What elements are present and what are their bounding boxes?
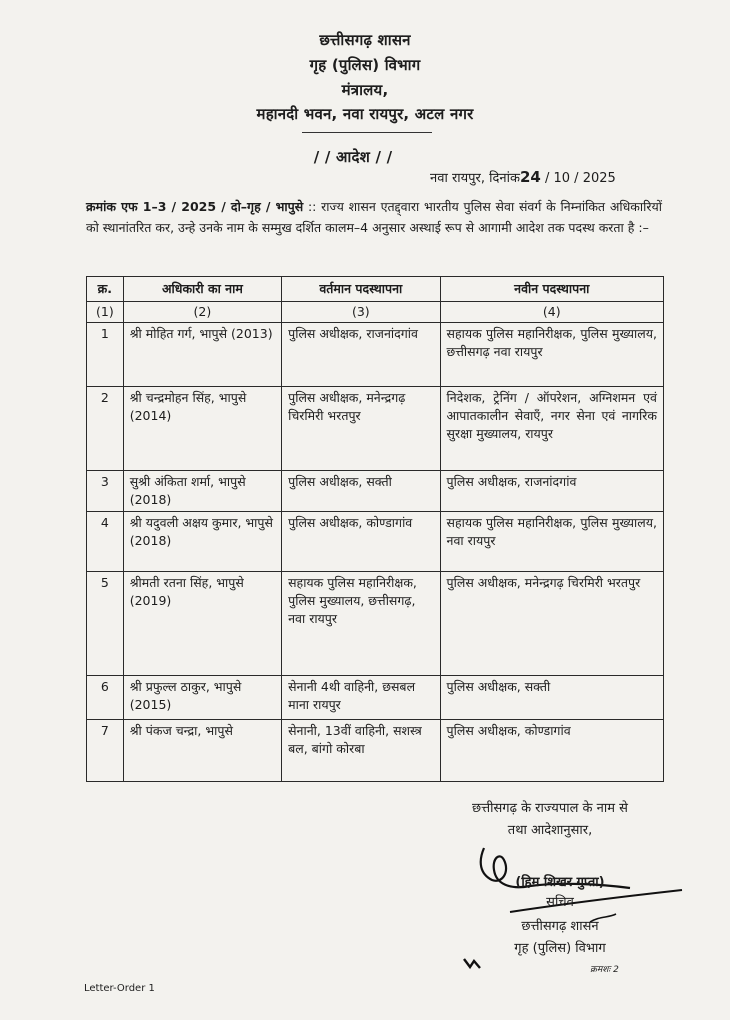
row-current-posting: सेनानी, 13वीं वाहिनी, सशस्त्र बल, बांगो कोरबा xyxy=(282,720,440,782)
table-row xyxy=(87,512,664,572)
row-new-posting: पुलिस अधीक्षक, मनेन्द्रगढ़ चिरमिरी भरतपुर xyxy=(440,572,663,676)
col-num-1: (1) xyxy=(87,302,124,323)
row-current-posting: सहायक पुलिस महानिरीक्षक, पुलिस मुख्यालय, छत्तीसगढ़, नवा रायपुर xyxy=(282,572,440,676)
col-num-4: (4) xyxy=(440,302,663,323)
row-current-posting: पुलिस अधीक्षक, कोण्डागांव xyxy=(282,512,440,572)
date-day: 24 xyxy=(519,168,541,186)
row-officer-name: श्रीमती रतना सिंह, भापुसे (2019) xyxy=(123,572,281,676)
row-current-posting: पुलिस अधीक्षक, मनेन्द्रगढ़ चिरमिरी भरतपुर xyxy=(282,387,440,471)
table-row xyxy=(87,676,664,720)
order-title: / / आदेश / / xyxy=(313,148,393,166)
column-number-row xyxy=(87,302,664,323)
header-current-posting: वर्तमान पदस्थापना xyxy=(282,277,440,302)
header-govt: छत्तीसगढ़ शासन xyxy=(319,31,411,49)
table-row xyxy=(87,720,664,782)
row-serial: 5 xyxy=(87,572,124,676)
table-row xyxy=(87,572,664,676)
date-place: नवा रायपुर, xyxy=(430,171,485,186)
date-line xyxy=(430,168,616,186)
page-continuation: क्रमशः 2 xyxy=(590,965,619,975)
signatory-dept-line-2: गृह (पुलिस) विभाग xyxy=(514,941,606,956)
row-new-posting: पुलिस अधीक्षक, कोण्डागांव xyxy=(440,720,663,782)
row-current-posting: पुलिस अधीक्षक, सक्ती xyxy=(282,471,440,512)
table-row xyxy=(87,387,664,471)
table-row xyxy=(87,323,664,387)
header-serial: क्र. xyxy=(87,277,124,302)
date-label: दिनांक xyxy=(489,171,520,186)
row-serial: 6 xyxy=(87,676,124,720)
signatory-dept-line-1: छत्तीसगढ़ शासन xyxy=(521,919,599,934)
row-officer-name: श्री प्रफुल्ल ठाकुर, भापुसे (2015) xyxy=(123,676,281,720)
header-officer-name: अधिकारी का नाम xyxy=(123,277,281,302)
row-serial: 2 xyxy=(87,387,124,471)
row-officer-name: श्री पंकज चन्द्रा, भापुसे xyxy=(123,720,281,782)
closing-line-2: तथा आदेशानुसार, xyxy=(507,823,593,838)
header-address: महानदी भवन, नवा रायपुर, अटल नगर xyxy=(256,105,474,123)
order-intro xyxy=(86,196,662,238)
row-new-posting: सहायक पुलिस महानिरीक्षक, पुलिस मुख्यालय, नवा रायपुर xyxy=(440,512,663,572)
row-new-posting: निदेशक, ट्रेनिंग / ऑपरेशन, अग्निशमन एवं आपातकालीन सेवाएँ, नगर सेना एवं नागरिक सुरक्षा मुख्यालय, रायपुर xyxy=(440,387,663,471)
signatory-name: (हिम शिखर गुप्ता) xyxy=(515,875,605,890)
header-ministry: मंत्रालय, xyxy=(341,81,389,99)
row-new-posting: सहायक पुलिस महानिरीक्षक, पुलिस मुख्यालय, छत्तीसगढ़ नवा रायपुर xyxy=(440,323,663,387)
posting-table xyxy=(86,276,664,782)
row-serial: 4 xyxy=(87,512,124,572)
row-serial: 7 xyxy=(87,720,124,782)
table-row xyxy=(87,471,664,512)
date-month-year: / 10 / 2025 xyxy=(545,171,616,186)
row-officer-name: श्री चन्द्रमोहन सिंह, भापुसे (2014) xyxy=(123,387,281,471)
row-current-posting: पुलिस अधीक्षक, राजनांदगांव xyxy=(282,323,440,387)
header-divider xyxy=(302,132,432,133)
intro-text: :: राज्य शासन एतद्द्वारा भारतीय पुलिस सेवा संवर्ग के निम्नांकित अधिकारियों को स्थानांतरित कर, उन्हे उनके नाम के सम्मुख दर्शित कालम–4 अनुसार अस्थाई रूप से आगामी आदेश तक पदस्थ करता है :– xyxy=(86,199,662,235)
header-department: गृह (पुलिस) विभाग xyxy=(309,56,421,74)
row-officer-name: सुश्री अंकिता शर्मा, भापुसे (2018) xyxy=(123,471,281,512)
row-serial: 3 xyxy=(87,471,124,512)
initial-mark-icon xyxy=(462,955,482,971)
closing-line-1: छत्तीसगढ़ के राज्यपाल के नाम से xyxy=(472,801,628,816)
reference-number: क्रमांक एफ 1–3 / 2025 / दो–गृह / भापुसे xyxy=(86,199,304,214)
signatory-designation: सचिव xyxy=(546,895,574,910)
row-officer-name: श्री यदुवली अक्षय कुमार, भापुसे (2018) xyxy=(123,512,281,572)
footer-reference: Letter-Order 1 xyxy=(84,983,155,994)
table-header-row xyxy=(87,277,664,302)
header-new-posting: नवीन पदस्थापना xyxy=(440,277,663,302)
row-new-posting: पुलिस अधीक्षक, सक्ती xyxy=(440,676,663,720)
row-current-posting: सेनानी 4थी वाहिनी, छसबल माना रायपुर xyxy=(282,676,440,720)
col-num-3: (3) xyxy=(282,302,440,323)
row-officer-name: श्री मोहित गर्ग, भापुसे (2013) xyxy=(123,323,281,387)
row-serial: 1 xyxy=(87,323,124,387)
col-num-2: (2) xyxy=(123,302,281,323)
row-new-posting: पुलिस अधीक्षक, राजनांदगांव xyxy=(440,471,663,512)
